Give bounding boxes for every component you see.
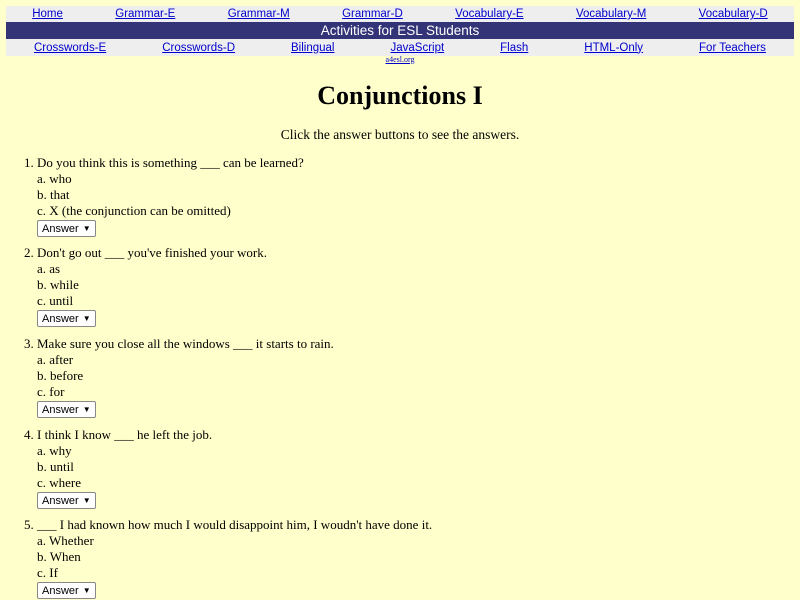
nav-link-html-only[interactable]: HTML-Only [584, 41, 644, 54]
nav-link-crosswords-d[interactable]: Crosswords-D [162, 41, 236, 54]
dropdown-arrow-icon: ▼ [82, 405, 91, 414]
answer-button[interactable] [37, 220, 96, 237]
question-5 [24, 517, 784, 599]
nav-link-for-teachers[interactable]: For Teachers [699, 41, 766, 54]
nav-link-flash[interactable]: Flash [500, 41, 529, 54]
nav-link-bilingual[interactable]: Bilingual [291, 41, 335, 54]
dropdown-arrow-icon: ▼ [82, 224, 91, 233]
site-home-link[interactable]: a4esl.org [385, 55, 415, 64]
answer-option: b. that [37, 187, 70, 202]
answer-option: b. before [37, 368, 84, 383]
answer-option: c. X (the conjunction can be omitted) [37, 203, 231, 218]
answer-button[interactable] [37, 310, 96, 327]
answer-option: a. why [37, 443, 72, 458]
question-4 [24, 427, 784, 509]
answer-option: b. When [37, 549, 81, 564]
site-link-row [0, 55, 800, 64]
question-stem: 3. Make sure you close all the windows ___ it starts to rain. [24, 336, 334, 351]
question-stem: 2. Don't go out ___ you've finished your work. [24, 245, 267, 260]
dropdown-arrow-icon: ▼ [82, 496, 91, 505]
page-title: Conjunctions I [317, 81, 483, 110]
answer-button-label: Answer [42, 403, 79, 416]
answer-button-label: Answer [42, 222, 79, 235]
nav-link-javascript[interactable]: JavaScript [390, 41, 445, 54]
answer-button-label: Answer [42, 494, 79, 507]
answer-button-label: Answer [42, 584, 79, 597]
instructions: Click the answer buttons to see the answers. [280, 127, 520, 142]
question-stem: 4. I think I know ___ he left the job. [24, 427, 213, 442]
nav-link-grammar-m[interactable]: Grammar-M [227, 8, 290, 20]
answer-button-label: Answer [42, 312, 79, 325]
answer-option: a. after [37, 352, 74, 367]
nav-link-home[interactable]: Home [32, 8, 63, 20]
answer-option: c. where [37, 475, 82, 490]
answer-option: c. until [37, 293, 74, 308]
answer-button[interactable] [37, 401, 96, 418]
question-1 [24, 155, 784, 237]
nav-link-vocabulary-m[interactable]: Vocabulary-M [575, 8, 647, 20]
nav-link-vocabulary-e[interactable]: Vocabulary-E [455, 8, 524, 20]
answer-option: a. as [37, 261, 61, 276]
nav-link-grammar-e[interactable]: Grammar-E [115, 8, 176, 20]
nav-link-grammar-d[interactable]: Grammar-D [342, 8, 403, 20]
question-3 [24, 336, 784, 418]
question-2 [24, 245, 784, 327]
answer-option: c. for [37, 384, 65, 399]
nav-row-top [6, 6, 794, 22]
answer-option: c. If [37, 565, 58, 580]
answer-button[interactable] [37, 492, 96, 509]
question-stem: 1. Do you think this is something ___ can be learned? [24, 155, 304, 170]
nav-link-crosswords-e[interactable]: Crosswords-E [33, 41, 107, 54]
answer-option: a. who [37, 171, 72, 186]
dropdown-arrow-icon: ▼ [82, 314, 91, 323]
answer-button[interactable] [37, 582, 96, 599]
nav-row-bottom [6, 39, 794, 56]
dropdown-arrow-icon: ▼ [82, 586, 91, 595]
answer-option: b. while [37, 277, 79, 292]
question-stem: 5. ___ I had known how much I would disappoint him, I woudn't have done it. [24, 517, 433, 532]
answer-option: a. Whether [37, 533, 94, 548]
site-banner: Activities for ESL Students [6, 22, 794, 39]
nav-link-vocabulary-d[interactable]: Vocabulary-D [698, 8, 768, 20]
answer-option: b. until [37, 459, 74, 474]
